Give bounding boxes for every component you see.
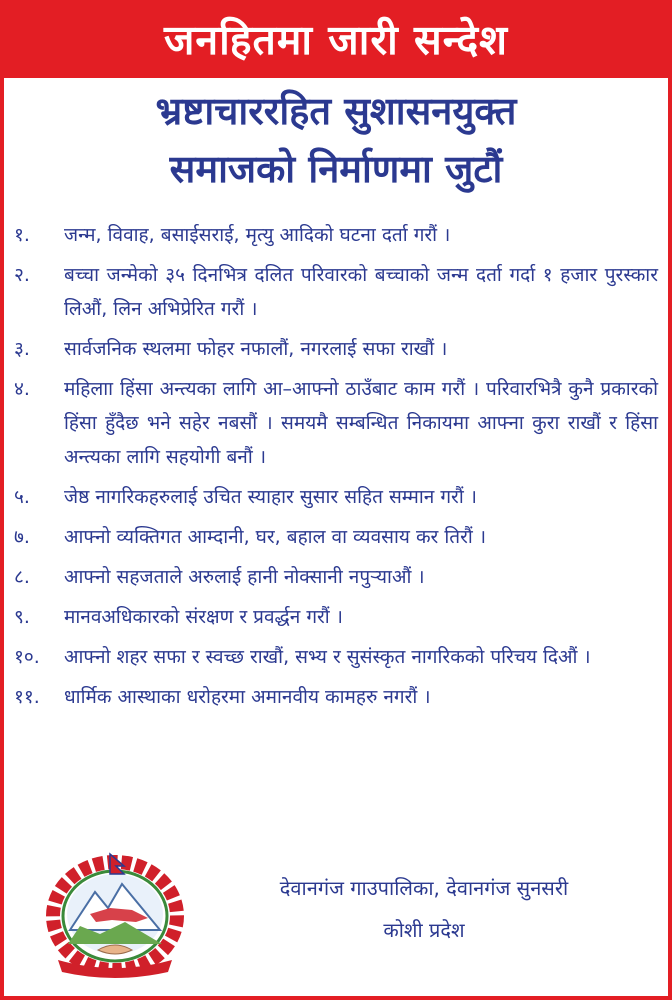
list-item — [14, 372, 658, 474]
banner-title: जनहितमा जारी सन्देश — [0, 0, 672, 78]
subtitle-line-1: भ्रष्टाचाररहित सुशासनयुक्त — [155, 89, 517, 133]
message-list — [14, 218, 658, 720]
office-province: कोशी प्रदेश — [383, 918, 465, 942]
item-text: बच्चा जन्मेको ३५ दिनभित्र दलित परिवारको बच्चाको जन्म दर्ता गर्दा १ हजार पुरस्कार लिऔं, लिन अभिप्रेरित गरौं । — [64, 264, 658, 320]
list-item — [14, 560, 658, 594]
item-number: ७. — [14, 526, 30, 548]
item-text: धार्मिक आस्थाका धरोहरमा अमानवीय कामहरु नगरौं । — [64, 686, 431, 708]
item-number: ३. — [14, 338, 30, 360]
list-item — [14, 600, 658, 634]
item-number: ५. — [14, 486, 30, 508]
item-text: महिलाा हिंसा अन्त्यका लागि आ–आफ्नो ठाउँबाट काम गरौं । परिवारभित्रै कुनै प्रकारको हिंसा हुँदैछ भने सहेर नबसौं । समयमै सम्बन्धित निकायमा आफ्ना कुरा राखौं र हिंसा अन्त्यका लागि सहयोगी बनौं । — [64, 378, 658, 468]
item-number: ९. — [14, 606, 30, 628]
item-text: मानवअधिकारको संरक्षण र प्रवर्द्धन गरौं । — [64, 606, 343, 628]
item-number: ८. — [14, 566, 30, 588]
list-item — [14, 218, 658, 252]
item-text: आफ्नो सहजताले अरुलाई हानी नोक्सानी नपुर्‍याऔं । — [64, 566, 425, 588]
item-number: ११. — [14, 686, 40, 708]
item-text: सार्वजनिक स्थलमा फोहर नफालौं, नगरलाई सफा राखौं । — [64, 338, 448, 360]
government-emblem-icon — [40, 848, 190, 980]
item-number: १०. — [14, 646, 40, 668]
item-number: १. — [14, 224, 30, 246]
item-text: जन्म, विवाह, बसाईसराई, मृत्यु आदिको घटना दर्ता गरौं । — [64, 224, 451, 246]
item-number: २. — [14, 264, 30, 286]
list-item — [14, 480, 658, 514]
subtitle-line-2: समाजको निर्माणमा जुटौं — [169, 147, 503, 191]
list-item — [14, 520, 658, 554]
item-text: आफ्नो व्यक्तिगत आम्दानी, घर, बहाल वा व्यवसाय कर तिरौं । — [64, 526, 487, 548]
item-text: जेष्ठ नागरिकहरुलाई उचित स्याहार सुसार सहित सम्मान गरौं । — [64, 486, 477, 508]
item-number: ४. — [14, 378, 30, 400]
item-text: आफ्नो शहर सफा र स्वच्छ राखौं, सभ्य र सुसंस्कृत नागरिकको परिचय दिऔं । — [64, 646, 591, 668]
list-item — [14, 680, 658, 714]
office-name: देवानगंज गाउपालिका, देवानगंज सुनसरी — [279, 876, 569, 900]
list-item — [14, 258, 658, 326]
list-item — [14, 332, 658, 366]
list-item — [14, 640, 658, 674]
